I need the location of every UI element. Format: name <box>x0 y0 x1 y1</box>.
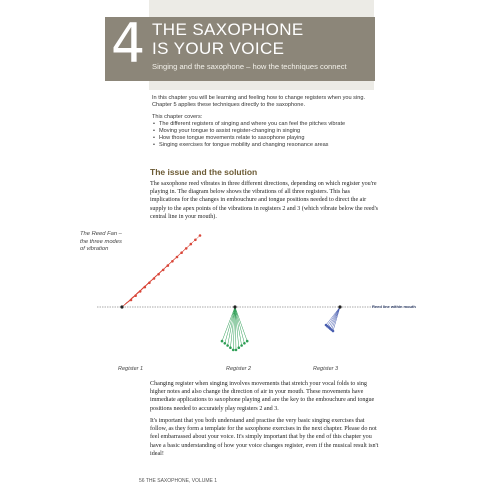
register-2-dot <box>238 346 241 349</box>
chapter-intro <box>152 95 382 149</box>
register-3-ray <box>333 307 340 331</box>
register-2-ray <box>235 307 244 343</box>
covers-list <box>152 121 382 149</box>
register-1-pivot <box>120 305 123 308</box>
reed-line-label: Reed line within mouth <box>372 304 416 309</box>
register-3-label: Register 3 <box>313 366 339 372</box>
list-item: • The different registers of singing and where you can feel the pitches vibrate <box>159 121 382 128</box>
intro-paragraph: In this chapter you will be learning and feeling how to change registers when you sing. Chapter 5 applies these techniques directly to the saxophone. <box>152 95 366 108</box>
list-item: • Moving your tongue to assist register-changing in singing <box>159 128 382 135</box>
register-2-dot <box>229 346 232 349</box>
covers-label: This chapter covers: <box>152 114 203 120</box>
body-paragraph: Changing register when singing involves movements that stretch your vocal folds to sing higher notes and also change the direction of air in your mouth. These movements have immediate applications to saxophone playing and are the key to the embouchure and tongue positions needed to accurately play registers 2 and 3. <box>150 381 375 412</box>
chapter-title-line: IS YOUR VOICE <box>152 39 285 58</box>
body-paragraph: The saxophone reed vibrates in three different directions, depending on which register you're playing in. The diagram below shows the vibrations of all three registers. This has implications for the changes in embouchure and tongue positions needed to direct the air supply to the apex points of the vibrations in registers 2 and 3 (which vibrate below the reed's central line in your mouth). <box>150 181 379 220</box>
fan-label-line: of vibration <box>80 246 109 252</box>
fan-label-line: the three modes <box>80 238 122 245</box>
body-paragraph: It's important that you both understand and practise the very basic singing exercises that follow, as they form a template for the saxophone exercises in the next chapter. Please do not feel embarrassed about your voice. It's simply important that by the end of this chapter you have a basic understanding of how your voice changes register, even if the musical result isn't ideal! <box>150 418 379 457</box>
reed-fan-diagram <box>0 215 500 375</box>
section-heading: The issue and the solution <box>150 167 258 177</box>
register-3-dot <box>332 330 335 333</box>
fan-label <box>80 231 140 254</box>
register-2-dot <box>246 340 249 343</box>
register-2-label: Register 2 <box>226 366 252 372</box>
register-3-ray <box>327 307 340 326</box>
register-2-pivot <box>233 305 236 308</box>
register-3-ray <box>332 307 340 330</box>
list-item: • Singing exercises for tongue mobility and changing resonance areas <box>159 142 382 149</box>
register-2-dot <box>232 349 235 352</box>
chapter-subtitle: Singing and the saxophone – how the techniques connect <box>152 62 347 71</box>
chapter-title-line: THE SAXOPHONE <box>152 20 304 39</box>
register-3-pivot <box>338 305 341 308</box>
register-2-dot <box>240 344 243 347</box>
register-2-dot <box>221 340 224 343</box>
register-2-dot <box>235 349 238 352</box>
register-3-ray <box>329 307 340 327</box>
chapter-title <box>152 20 370 58</box>
fan-label-line: The Reed Fan – <box>80 231 122 237</box>
chapter-number: 4 <box>110 12 146 75</box>
register-2-dot <box>226 344 229 347</box>
register-2-dot <box>224 342 227 345</box>
register-1-dot <box>199 234 202 237</box>
page-footer: 56 THE SAXOPHONE, VOLUME 1 <box>139 478 217 484</box>
register-2-dot <box>243 342 246 345</box>
list-item: • How those tongue movements relate to saxophone playing <box>159 135 382 142</box>
register-1-label: Register 1 <box>118 366 144 372</box>
